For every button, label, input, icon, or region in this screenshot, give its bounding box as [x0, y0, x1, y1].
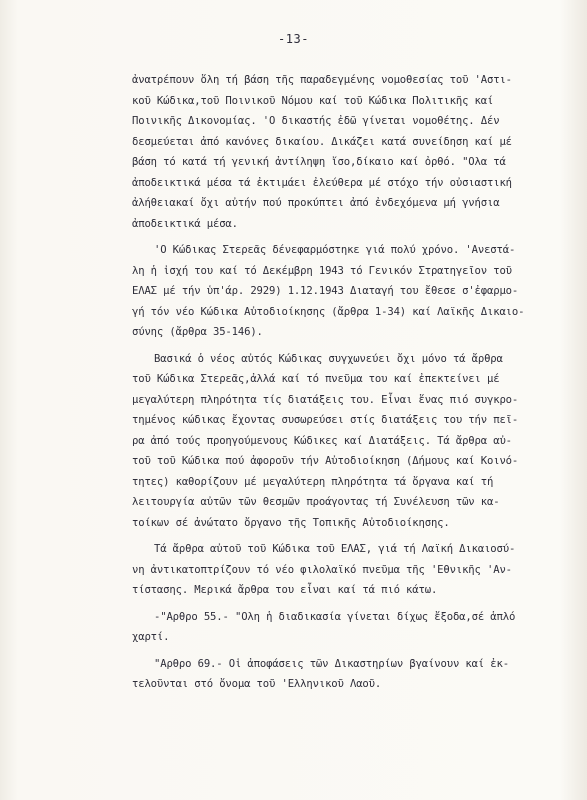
paragraph-5	[132, 607, 572, 648]
text-line: σύνης (ἄρθρα 35-146).	[132, 326, 263, 338]
text-line: γή τόν νέο Κώδικα Αὐτοδιοίκησης (ἄρθρα 1-34) καί Λαϊκῆς Δικαιο-	[132, 305, 525, 318]
paragraph-3	[132, 349, 572, 534]
text-line: ἀλήθειακαί ὄχι αὐτήν πού προκύπτει ἀπό ἐνδεχόμενα μή γνήσια	[132, 197, 500, 209]
text-line: τημένος κώδικας ἔχοντας συσωρεύσει στίς διατάξεις του τήν πεῖ-	[132, 414, 519, 426]
text-line: τίστασης. Μερικά ἄρθρα του εἶναι καί τά πιό κάτω.	[132, 584, 438, 596]
text-line: λειτουργία αὐτῶν τῶν θεσμῶν προάγοντας τή Συνέλευση τῶν κα-	[132, 496, 500, 508]
text-line: νη ἀντικατοπτρίζουν τό νέο φιλολαϊκό πνεῦμα τῆς 'Εθνικῆς 'Αν-	[132, 563, 512, 576]
text-line: Τά ἄρθρα αὐτοῦ τοῦ Κώδικα τοῦ ΕΛΑΣ, γιά τή Λαϊκή Δικαιοσύ-	[154, 543, 516, 555]
text-line: μεγαλύτερη πληρότητα τίς διατάξεις του. Εἶναι ἕνας πιό συγκρο-	[132, 393, 519, 406]
text-line: ἀποδεικτικά μέσα.	[132, 217, 238, 230]
text-line: "Αρθρο 69.- Οἱ ἀποφάσεις τῶν Δικαστηρίων βγαίνουν καί ἐκ-	[154, 657, 509, 670]
paragraph-1	[132, 70, 572, 234]
text-line: λη ἡ ἰσχή του καί τό Δεκέμβρη 1943 τό Γενικόν Στρατηγεῖον τοῦ	[132, 264, 512, 277]
text-line: τοίκων σέ ἀνώτατο ὄργανο τῆς Τοπικῆς Αὐτοδιοίκησης.	[132, 516, 450, 529]
paragraph-6	[132, 654, 572, 695]
page-number: -13-	[278, 32, 309, 46]
text-line: 'Ο Κώδικας Στερεᾶς δένεφαρμόστηκε γιά πολύ χρόνο. 'Ανεστά-	[154, 244, 516, 256]
text-line: -"Αρθρο 55.- "Ολη ἡ διαδικασία γίνεται δίχως ἔξοδα,σέ ἁπλό	[154, 610, 516, 623]
text-line: Βασικά ὁ νέος αὐτός Κώδικας συγχωνεύει ὄχι μόνο τά ἄρθρα	[154, 352, 503, 365]
text-line: τοῦ τοῦ Κώδικα πού ἀφοροῦν τήν Αὐτοδιοίκηση (Δήμους καί Κοινό-	[132, 455, 519, 467]
paragraph-4	[132, 539, 572, 601]
text-line: ΕΛΑΣ μέ τήν ὑπ'άρ. 2929) 1.12.1943 Διαταγή του ἔθεσε σ'ἐφαρμο-	[132, 285, 519, 297]
text-line: βάση τό κατά τή γενική ἀντίληψη ἴσο,δίκαιο καί ὀρθό. "Ολα τά	[132, 156, 506, 168]
text-line: χαρτί.	[132, 631, 170, 643]
paragraph-2	[132, 240, 572, 343]
text-line: τητες) καθορίζουν μέ μεγαλύτερη πληρότητα τά ὄργανα καί τή	[132, 475, 494, 488]
text-line: Ποινικῆς Δικονομίας. 'Ο δικαστής ἐδῶ γίνεται νομοθέτης. Δέν	[132, 115, 500, 127]
text-line: τοῦ Κώδικα Στερεᾶς,ἀλλά καί τό πνεῦμα του καί ἐπεκτείνει μέ	[132, 373, 500, 385]
text-line: δεσμεύεται ἀπό κανόνες δικαίου. Δικάζει κατά συνείδηση καί μέ	[132, 135, 512, 148]
text-line: τελοῦνται στό ὄνομα τοῦ 'Ελληνικοῦ Λαοῦ.	[132, 678, 382, 690]
text-line: ἀνατρέπουν ὅλη τή βάση τῆς παραδεγμένης νομοθεσίας τοῦ 'Αστι-	[132, 74, 512, 86]
text-line: κοῦ Κώδικα,τοῦ Ποινικοῦ Νόμου καί τοῦ Κώδικα Πολιτικῆς καί	[132, 94, 494, 107]
text-line: ἀποδεικτικά μέσα τά ἐκτιμάει ἐλεύθερα μέ στόχο τήν οὐσιαστική	[132, 176, 512, 189]
text-line: ρα ἀπό τούς προηγούμενους Κώδικες καί Διατάξεις. Τά ἄρθρα αὐ-	[132, 434, 512, 447]
body-text	[132, 70, 572, 701]
